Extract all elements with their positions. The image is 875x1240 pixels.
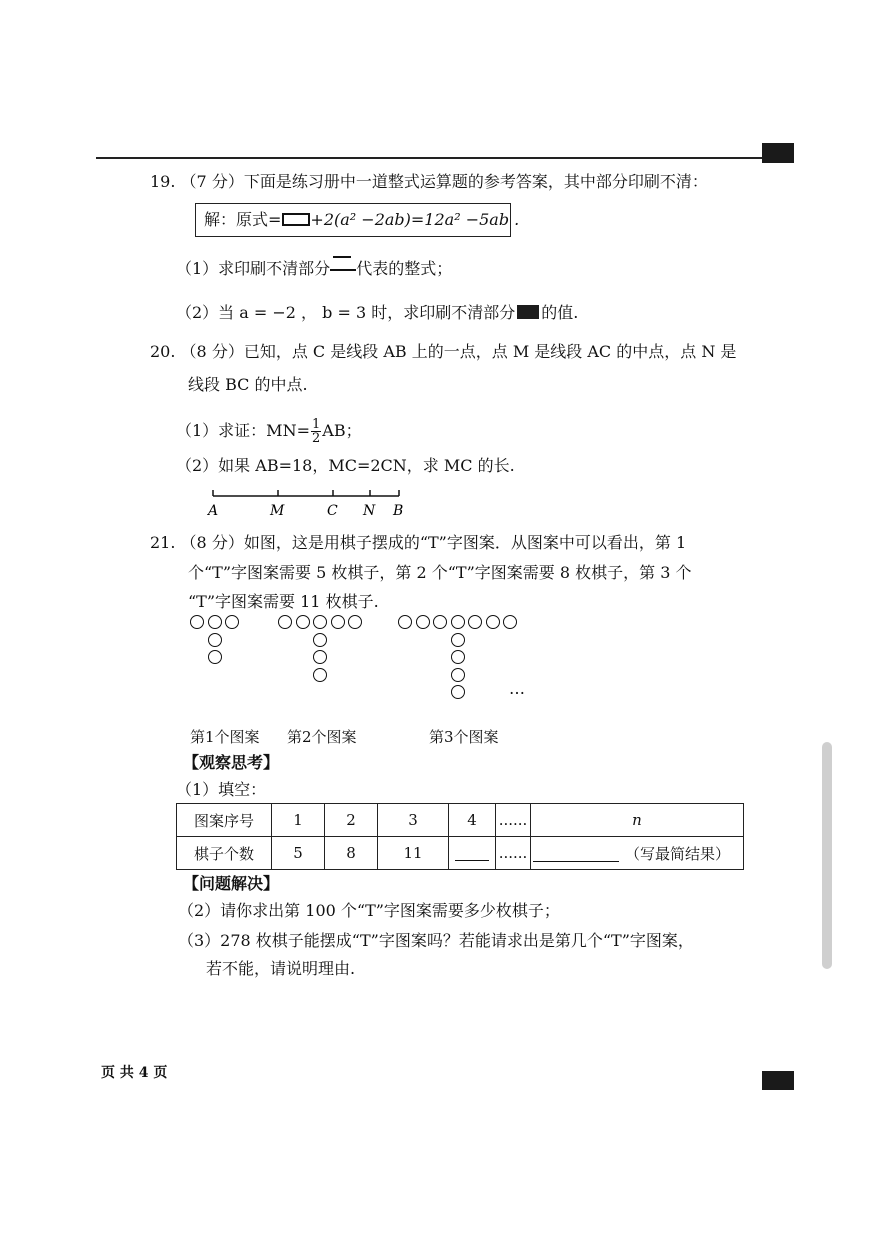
corner-mark-top [762, 143, 794, 163]
ink-blot-icon [517, 305, 539, 319]
q20-points: （8 分） [180, 342, 244, 361]
chess-piece-circle [225, 615, 239, 629]
table-cell: 1 [272, 804, 325, 837]
q21-text1: 如图，这是用棋子摆成的“T”字图案．从图案中可以看出，第 1 [243, 533, 687, 552]
table-row [177, 837, 744, 870]
q19-sub1-tail: 代表的整式； [356, 259, 453, 278]
label-b: B [393, 503, 404, 519]
corner-mark-bottom [762, 1071, 794, 1090]
table-cell: 11 [378, 837, 449, 870]
table-cell: ...... [496, 804, 531, 837]
q19-points: （7 分） [180, 172, 244, 191]
answer-blank-cell[interactable] [449, 837, 496, 870]
q19-sub1-text: （1）求印刷不清部分 [176, 259, 331, 278]
pattern-label-2: 第2个图案 [287, 728, 357, 746]
chess-piece-circle [208, 633, 222, 647]
top-rule [96, 157, 763, 159]
q19-number: 19. [150, 172, 176, 191]
chess-piece-circle [331, 615, 345, 629]
q21-line3: “T”字图案需要 11 枚棋子. [188, 592, 379, 611]
q19-sub2 [176, 302, 578, 324]
q19-answer-prefix: 解：原式= [204, 210, 282, 229]
chess-piece-circle [398, 615, 412, 629]
q20-text1: 已知，点 C 是线段 AB 上的一点，点 M 是线段 AC 的中点，点 N 是 [243, 342, 737, 361]
chess-piece-circle [451, 668, 465, 682]
page-footer: 页 共 4 页 [101, 1065, 168, 1081]
scrollbar[interactable] [822, 742, 832, 969]
q19-text: 下面是练习册中一道整式运算题的参考答案，其中部分印刷不清： [243, 172, 708, 191]
chess-piece-circle [451, 615, 465, 629]
q20-sub1-suffix: AB； [322, 421, 362, 440]
answer-blank-cell[interactable] [531, 837, 744, 870]
q19-sub2-tail: 的值. [541, 303, 579, 322]
q19-sub2-text: （2）当 a = −2 ， b = 3 时，求印刷不清部分 [176, 303, 516, 322]
q20-number: 20. [150, 342, 176, 361]
q20-sub1 [176, 418, 362, 445]
chess-piece-circle [416, 615, 430, 629]
q20-stem-line2: 线段 BC 的中点. [188, 375, 308, 394]
chess-piece-circle [451, 685, 465, 699]
table-cell: ...... [496, 837, 531, 870]
segment-diagram [200, 484, 420, 524]
solve-heading: 【问题解决】 [183, 874, 280, 893]
chess-piece-circle [468, 615, 482, 629]
fraction-denominator: 2 [311, 431, 321, 446]
answer-blank-n[interactable] [533, 845, 619, 862]
table-cell: 3 [378, 804, 449, 837]
q21-sub3-line1: （3）278 枚棋子能摆成“T”字图案吗？若能请求出是第几个“T”字图案， [178, 931, 694, 950]
table-row-header: 棋子个数 [177, 837, 272, 870]
q21-line2: 个“T”字图案需要 5 枚棋子，第 2 个“T”字图案需要 8 枚棋子，第 3 个 [188, 563, 692, 582]
table-cell [531, 804, 744, 837]
pattern-label-1: 第1个图案 [190, 728, 260, 746]
q21-points: （8 分） [180, 533, 244, 552]
q21-sub3-line2: 若不能，请说明理由. [206, 959, 356, 978]
chess-piece-circle [208, 650, 222, 664]
chess-piece-circle [433, 615, 447, 629]
q19-answer-expr: +2(a² −2ab)=12a² −5ab . [310, 210, 520, 229]
chess-piece-circle [313, 650, 327, 664]
q21-number: 21. [150, 533, 176, 552]
chess-piece-circle [208, 615, 222, 629]
table-cell: 2 [325, 804, 378, 837]
q20-sub2: （2）如果 AB=18，MC=2CN，求 MC 的长. [176, 456, 515, 475]
smudged-blank-box [282, 213, 310, 226]
pattern-table [176, 803, 744, 870]
chess-piece-circle [451, 633, 465, 647]
label-n: N [363, 503, 376, 519]
q20-stem-line1 [150, 341, 736, 363]
table-cell: 5 [272, 837, 325, 870]
pattern-ellipsis: … [509, 679, 525, 698]
table-cell-n: n [632, 811, 642, 829]
chess-piece-circle [313, 668, 327, 682]
q19-sub1 [176, 258, 452, 280]
chess-piece-circle [313, 633, 327, 647]
label-a: A [208, 503, 219, 519]
q19-answer [204, 209, 519, 231]
chess-piece-circle [313, 615, 327, 629]
fraction-numerator: 1 [311, 417, 321, 432]
chess-piece-circle [278, 615, 292, 629]
pattern-label-3: 第3个图案 [429, 728, 499, 746]
answer-blank-4[interactable] [455, 844, 489, 861]
q21-sub2: （2）请你求出第 100 个“T”字图案需要多少枚棋子； [178, 901, 560, 920]
table-row [177, 804, 744, 837]
observe-heading: 【观察思考】 [183, 753, 280, 772]
q20-sub1-prefix: （1）求证：MN= [176, 421, 310, 440]
fraction-one-half [311, 418, 321, 445]
q19-stem [150, 171, 708, 193]
label-m: M [270, 503, 285, 519]
fill-label: （1）填空： [176, 780, 267, 799]
table-row-header: 图案序号 [177, 804, 272, 837]
label-c: C [327, 503, 338, 519]
chess-piece-circle [296, 615, 310, 629]
chess-piece-circle [190, 615, 204, 629]
table-cell: 8 [325, 837, 378, 870]
table-cell: 4 [449, 804, 496, 837]
hint-text: （写最简结果） [625, 844, 731, 863]
chess-piece-circle [348, 615, 362, 629]
chess-piece-circle [486, 615, 500, 629]
smudged-mark-icon [330, 262, 356, 276]
chess-piece-circle [503, 615, 517, 629]
q21-line1 [150, 532, 686, 554]
chess-piece-circle [451, 650, 465, 664]
